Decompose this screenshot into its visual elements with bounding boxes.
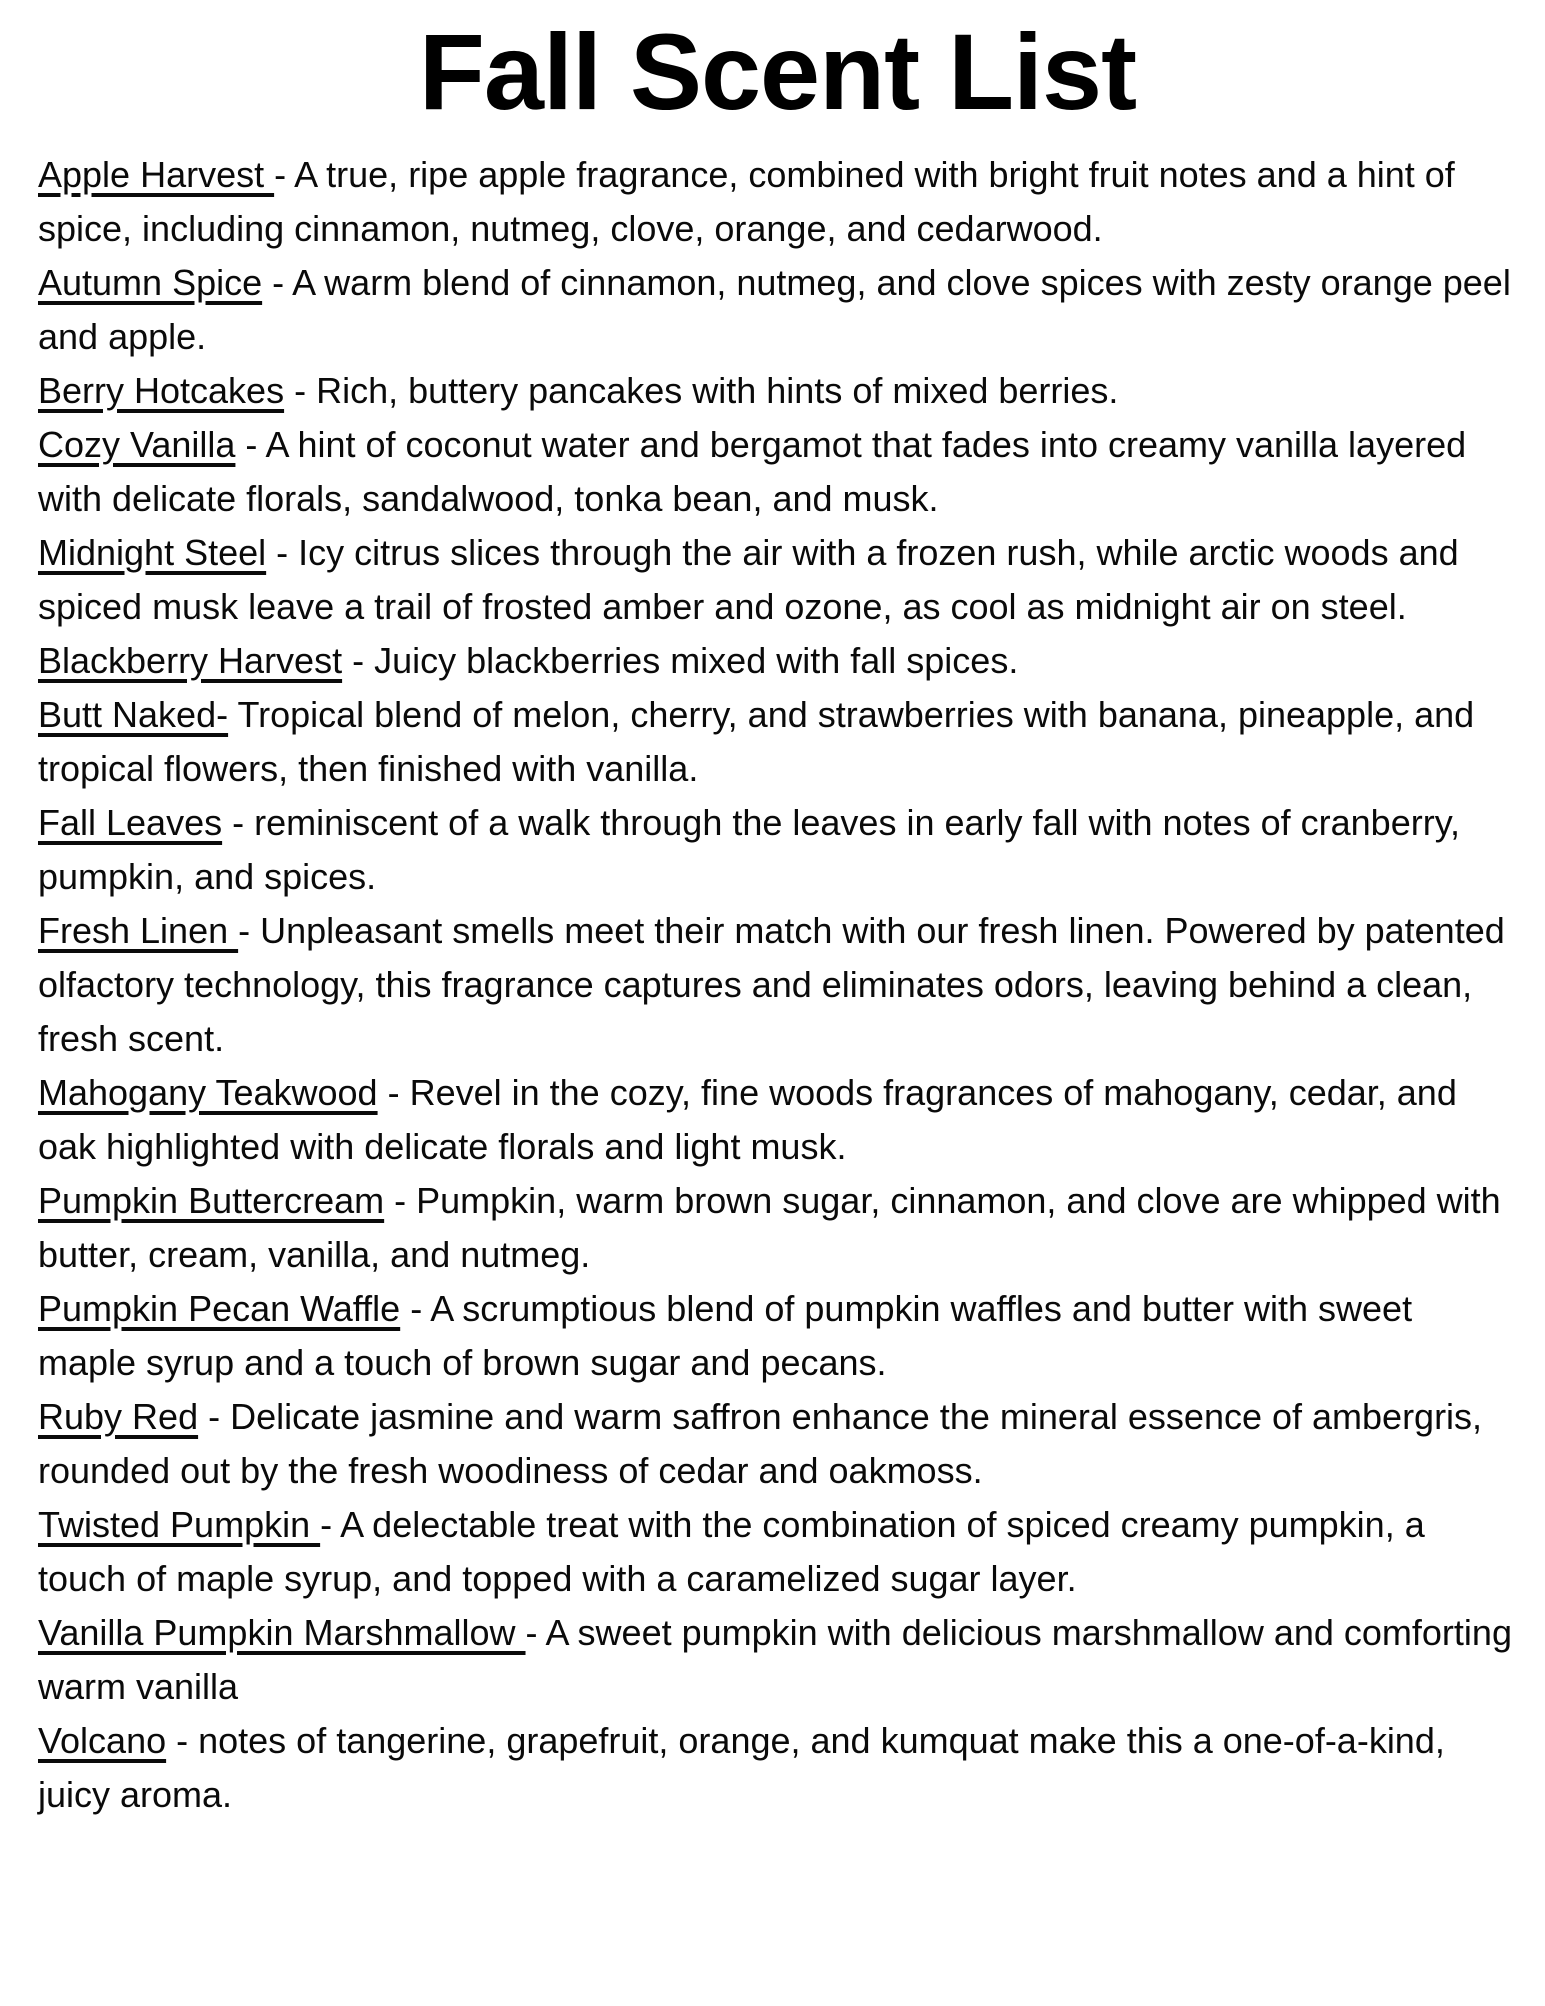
scent-description: A sweet pumpkin with delicious marshmallow and comforting warm vanilla	[38, 1611, 1512, 1707]
scent-name: Pumpkin Buttercream	[38, 1179, 385, 1221]
scent-separator: -	[266, 531, 299, 573]
scent-description: Icy citrus slices through the air with a frozen rush, while arctic woods and spiced musk leave a trail of frosted amber and ozone, as cool as midnight air on steel.	[38, 531, 1459, 627]
scent-list	[38, 148, 1517, 1822]
scent-item	[38, 1390, 1517, 1498]
scent-separator: -	[198, 1395, 231, 1437]
scent-separator: -	[384, 1179, 417, 1221]
scent-description: A warm blend of cinnamon, nutmeg, and clove spices with zesty orange peel and apple.	[38, 261, 1511, 357]
scent-description: Tropical blend of melon, cherry, and strawberries with banana, pineapple, and tropical flowers, then finished with vanilla.	[38, 693, 1475, 789]
scent-description: reminiscent of a walk through the leaves in early fall with notes of cranberry, pumpkin, and spices.	[38, 801, 1461, 897]
scent-description: Unpleasant smells meet their match with our fresh linen. Powered by patented olfactory technology, this fragrance captures and eliminates odors, leaving behind a clean, fresh scent.	[38, 909, 1505, 1059]
scent-item	[38, 1282, 1517, 1390]
scent-separator: -	[284, 369, 317, 411]
scent-item	[38, 796, 1517, 904]
scent-description: notes of tangerine, grapefruit, orange, and kumquat make this a one-of-a-kind, juicy aroma.	[38, 1719, 1445, 1815]
scent-separator: -	[166, 1719, 199, 1761]
scent-item	[38, 1498, 1517, 1606]
scent-separator: -	[525, 1611, 546, 1653]
scent-name: Fresh Linen	[38, 909, 239, 951]
scent-separator: -	[235, 423, 266, 465]
scent-separator: -	[400, 1287, 431, 1329]
scent-description: A true, ripe apple fragrance, combined with bright fruit notes and a hint of spice, including cinnamon, nutmeg, clove, orange, and cedarwood.	[38, 153, 1455, 249]
scent-name: Apple Harvest	[38, 153, 275, 195]
scent-item	[38, 1066, 1517, 1174]
scent-item	[38, 526, 1517, 634]
scent-name: Berry Hotcakes	[38, 369, 285, 411]
scent-separator: -	[274, 153, 295, 195]
scent-item	[38, 1606, 1517, 1714]
scent-description: Delicate jasmine and warm saffron enhance the mineral essence of ambergris, rounded out by the fresh woodiness of cedar and oakmoss.	[38, 1395, 1483, 1491]
scent-separator: -	[238, 909, 261, 951]
scent-item	[38, 634, 1517, 688]
scent-separator: -	[222, 801, 255, 843]
scent-description: A scrumptious blend of pumpkin waffles and butter with sweet maple syrup and a touch of brown sugar and pecans.	[38, 1287, 1413, 1383]
scent-separator: -	[377, 1071, 410, 1113]
scent-description: Revel in the cozy, fine woods fragrances of mahogany, cedar, and oak highlighted with delicate florals and light musk.	[38, 1071, 1457, 1167]
scent-name: Vanilla Pumpkin Marshmallow	[38, 1611, 526, 1653]
scent-name: Fall Leaves	[38, 801, 223, 843]
scent-description: A hint of coconut water and bergamot that fades into creamy vanilla layered with delicate florals, sandalwood, tonka bean, and musk.	[38, 423, 1467, 519]
scent-name: Cozy Vanilla	[38, 423, 236, 465]
scent-name: Pumpkin Pecan Waffle	[38, 1287, 401, 1329]
scent-item	[38, 148, 1517, 256]
scent-name: Ruby Red	[38, 1395, 199, 1437]
scent-item	[38, 418, 1517, 526]
scent-name: Autumn Spice	[38, 261, 263, 303]
document-page	[0, 6, 1545, 2006]
scent-item	[38, 256, 1517, 364]
scent-separator: -	[262, 261, 293, 303]
scent-description: Juicy blackberries mixed with fall spices.	[374, 639, 1019, 681]
scent-item	[38, 1174, 1517, 1282]
scent-description: Pumpkin, warm brown sugar, cinnamon, and clove are whipped with butter, cream, vanilla, and nutmeg.	[38, 1179, 1501, 1275]
scent-name: Twisted Pumpkin	[38, 1503, 321, 1545]
scent-item	[38, 364, 1517, 418]
scent-separator: -	[342, 639, 375, 681]
scent-description: A delectable treat with the combination of spiced creamy pumpkin, a touch of maple syrup, and topped with a caramelized sugar layer.	[38, 1503, 1425, 1599]
scent-name: Blackberry Harvest	[38, 639, 343, 681]
scent-name: Mahogany Teakwood	[38, 1071, 378, 1113]
scent-name: Midnight Steel	[38, 531, 267, 573]
scent-item	[38, 904, 1517, 1066]
scent-separator: -	[320, 1503, 341, 1545]
page-title: Fall Scent List	[418, 11, 1137, 132]
scent-description: Rich, buttery pancakes with hints of mixed berries.	[316, 369, 1119, 411]
scent-name: Butt Naked-	[38, 693, 229, 735]
scent-item	[38, 1714, 1517, 1822]
scent-name: Volcano	[38, 1719, 167, 1761]
scent-item	[38, 688, 1517, 796]
